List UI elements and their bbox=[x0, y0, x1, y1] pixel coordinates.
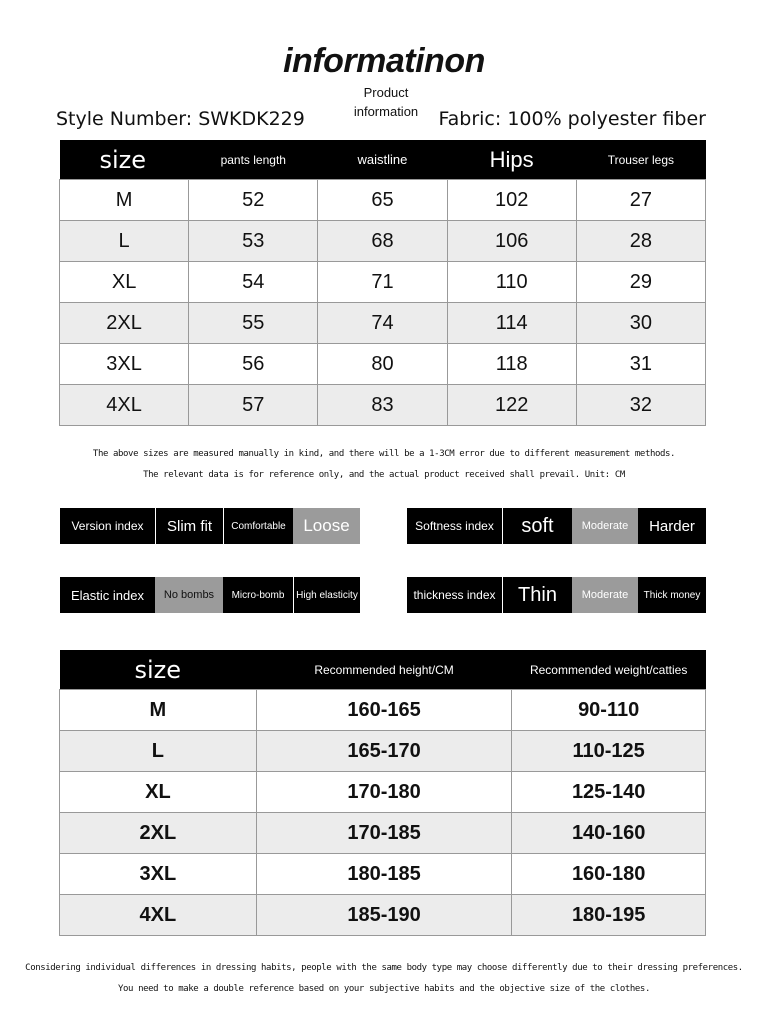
table-cell: 170-180 bbox=[256, 772, 512, 813]
softness-option-moderate: Moderate bbox=[572, 508, 638, 544]
table-cell: 110 bbox=[447, 262, 576, 303]
table-row bbox=[60, 221, 706, 262]
table-cell: L bbox=[60, 221, 189, 262]
subtitle-line-2: information bbox=[353, 104, 419, 119]
page-title: informatinon bbox=[283, 42, 485, 80]
table-cell: 31 bbox=[576, 344, 705, 385]
table-cell: 3XL bbox=[60, 344, 189, 385]
header-pants-length: pants length bbox=[189, 140, 318, 180]
elastic-option-high-elasticity: High elasticity bbox=[293, 577, 360, 613]
table-cell: 125-140 bbox=[512, 772, 706, 813]
table-cell: 28 bbox=[576, 221, 705, 262]
table-cell: 102 bbox=[447, 180, 576, 221]
table-cell: 57 bbox=[189, 385, 318, 426]
header-size: size bbox=[60, 140, 189, 180]
style-number: Style Number: SWKDK229 bbox=[56, 108, 305, 130]
elastic-index-bar bbox=[60, 577, 360, 613]
subtitle-line-1: Product bbox=[363, 85, 409, 100]
size-table bbox=[59, 140, 706, 426]
table-cell: 55 bbox=[189, 303, 318, 344]
table-cell: XL bbox=[60, 772, 257, 813]
table-cell: 110-125 bbox=[512, 731, 706, 772]
table-cell: 71 bbox=[318, 262, 447, 303]
table-cell: 83 bbox=[318, 385, 447, 426]
table-cell: 27 bbox=[576, 180, 705, 221]
table-row bbox=[60, 385, 706, 426]
table-cell: 180-185 bbox=[256, 854, 512, 895]
table-cell: 80 bbox=[318, 344, 447, 385]
version-option-loose: Loose bbox=[293, 508, 360, 544]
table-cell: 68 bbox=[318, 221, 447, 262]
size-note-line-1: The above sizes are measured manually in kind, and there will be a 1-3CM error due to different measurement methods. bbox=[92, 449, 676, 459]
table-cell: 106 bbox=[447, 221, 576, 262]
elastic-index-label: Elastic index bbox=[60, 577, 155, 613]
table-cell: 118 bbox=[447, 344, 576, 385]
table-row bbox=[60, 854, 706, 895]
table-cell: 2XL bbox=[60, 303, 189, 344]
fabric-info: Fabric: 100% polyester fiber bbox=[438, 108, 706, 130]
table-row bbox=[60, 344, 706, 385]
softness-index-label: Softness index bbox=[407, 508, 502, 544]
table-cell: 185-190 bbox=[256, 895, 512, 936]
page-subtitle bbox=[334, 83, 438, 121]
table-cell: 32 bbox=[576, 385, 705, 426]
version-option-slim-fit: Slim fit bbox=[155, 508, 223, 544]
size-note-line-2: The relevant data is for reference only, and the actual product received shall prevail. Unit: CM bbox=[143, 470, 625, 480]
header-waistline: waistline bbox=[318, 140, 447, 180]
version-index-bar bbox=[60, 508, 360, 544]
header-recommended-weight: Recommended weight/catties bbox=[512, 650, 706, 690]
thickness-option-thin: Thin bbox=[502, 577, 572, 613]
version-index-label: Version index bbox=[60, 508, 155, 544]
header-hips: Hips bbox=[447, 140, 576, 180]
thickness-option-thick-money: Thick money bbox=[638, 577, 706, 613]
softness-option-soft: soft bbox=[502, 508, 572, 544]
table-row bbox=[60, 303, 706, 344]
table-cell: 54 bbox=[189, 262, 318, 303]
table-cell: 56 bbox=[189, 344, 318, 385]
recommendation-note-line-1: Considering individual differences in dressing habits, people with the same body type may choose differently due to their dressing preferences. bbox=[25, 963, 743, 973]
table-cell: 160-180 bbox=[512, 854, 706, 895]
table-cell: 2XL bbox=[60, 813, 257, 854]
table-cell: 90-110 bbox=[512, 690, 706, 731]
thickness-index-label: thickness index bbox=[407, 577, 502, 613]
table-row bbox=[60, 731, 706, 772]
table-cell: 3XL bbox=[60, 854, 257, 895]
table-cell: M bbox=[60, 180, 189, 221]
size-table-header bbox=[60, 140, 706, 180]
recommendation-table-header bbox=[60, 650, 706, 690]
table-cell: 140-160 bbox=[512, 813, 706, 854]
table-cell: 29 bbox=[576, 262, 705, 303]
header-size: size bbox=[60, 650, 257, 690]
table-row bbox=[60, 813, 706, 854]
table-cell: XL bbox=[60, 262, 189, 303]
recommendation-note-line-2: You need to make a double reference based on your subjective habits and the objective size of the clothes. bbox=[118, 984, 650, 994]
table-cell: 52 bbox=[189, 180, 318, 221]
thickness-option-moderate: Moderate bbox=[572, 577, 638, 613]
table-cell: M bbox=[60, 690, 257, 731]
table-cell: 114 bbox=[447, 303, 576, 344]
table-cell: 53 bbox=[189, 221, 318, 262]
softness-index-bar bbox=[407, 508, 706, 544]
table-row bbox=[60, 690, 706, 731]
table-cell: 4XL bbox=[60, 895, 257, 936]
recommendation-table bbox=[59, 650, 706, 936]
elastic-option-no-bombs: No bombs bbox=[155, 577, 223, 613]
table-row bbox=[60, 895, 706, 936]
thickness-index-bar bbox=[407, 577, 706, 613]
table-cell: 30 bbox=[576, 303, 705, 344]
version-option-comfortable: Comfortable bbox=[223, 508, 293, 544]
header-trouser-legs: Trouser legs bbox=[576, 140, 705, 180]
table-cell: L bbox=[60, 731, 257, 772]
table-cell: 65 bbox=[318, 180, 447, 221]
table-row bbox=[60, 180, 706, 221]
table-cell: 165-170 bbox=[256, 731, 512, 772]
table-row bbox=[60, 772, 706, 813]
elastic-option-micro-bomb: Micro-bomb bbox=[223, 577, 293, 613]
table-cell: 160-165 bbox=[256, 690, 512, 731]
header-recommended-height: Recommended height/CM bbox=[256, 650, 512, 690]
table-cell: 74 bbox=[318, 303, 447, 344]
table-row bbox=[60, 262, 706, 303]
softness-option-harder: Harder bbox=[638, 508, 706, 544]
table-cell: 122 bbox=[447, 385, 576, 426]
table-cell: 4XL bbox=[60, 385, 189, 426]
table-cell: 180-195 bbox=[512, 895, 706, 936]
table-cell: 170-185 bbox=[256, 813, 512, 854]
